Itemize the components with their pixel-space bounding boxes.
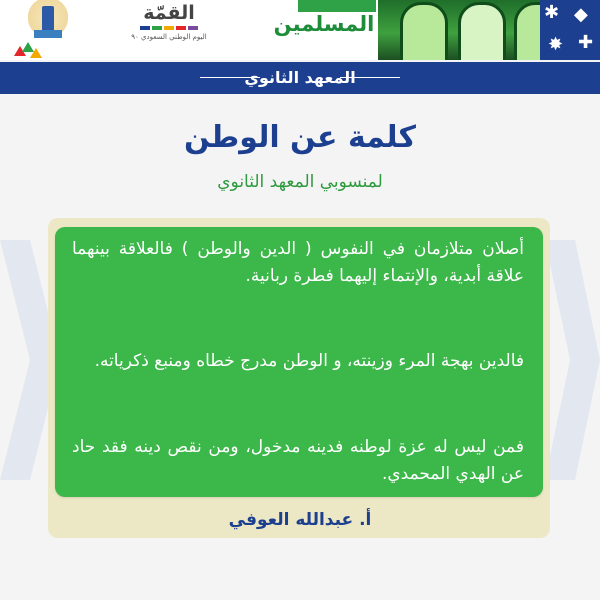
national-emblem-icon — [28, 0, 68, 44]
colored-triangles-icon — [14, 42, 54, 58]
logo-subtitle: اليوم الوطني السعودي ٩٠ — [131, 33, 207, 41]
institute-strip — [0, 62, 600, 94]
paragraph-3: فمن ليس له عزة لوطنه فدينه مدخول، ومن نقص دينه فقد حاد عن الهدي المحمدي. — [72, 437, 524, 484]
cross-icon: ✚ — [578, 32, 594, 53]
header-slogan: المسلمين — [273, 12, 375, 36]
star-icon: ✸ — [548, 34, 564, 55]
page-subtitle: لمنسوبي المعهد الثانوي — [217, 172, 383, 192]
logo-color-stripe — [128, 26, 210, 30]
green-tab — [298, 0, 376, 12]
paragraph-2: فالدين بهجة المرء وزينته، و الوطن مدرج خطاه ومنبع ذكرياته. — [94, 351, 524, 371]
institute-name: المعهد الثانوي — [244, 68, 356, 87]
sadu-pattern — [540, 0, 600, 60]
building-photo — [378, 0, 540, 60]
paragraph-1: أصلان متلازمان في النفوس ( الدين والوطن ) فالعلاقة بينهما علاقة أبدية، والإنتماء إليهما فطرة ربانية. — [72, 239, 524, 286]
header-banner — [0, 0, 600, 60]
summit-logo — [128, 2, 210, 56]
diamond-icon: ◆ — [574, 4, 588, 25]
page-title: كلمة عن الوطن — [184, 120, 416, 155]
logo-title: القمّة — [143, 2, 195, 24]
watermark-chevron-right — [545, 240, 600, 480]
star-icon: ✱ — [544, 2, 560, 23]
author-name: أ. عبدالله العوفي — [228, 510, 372, 530]
